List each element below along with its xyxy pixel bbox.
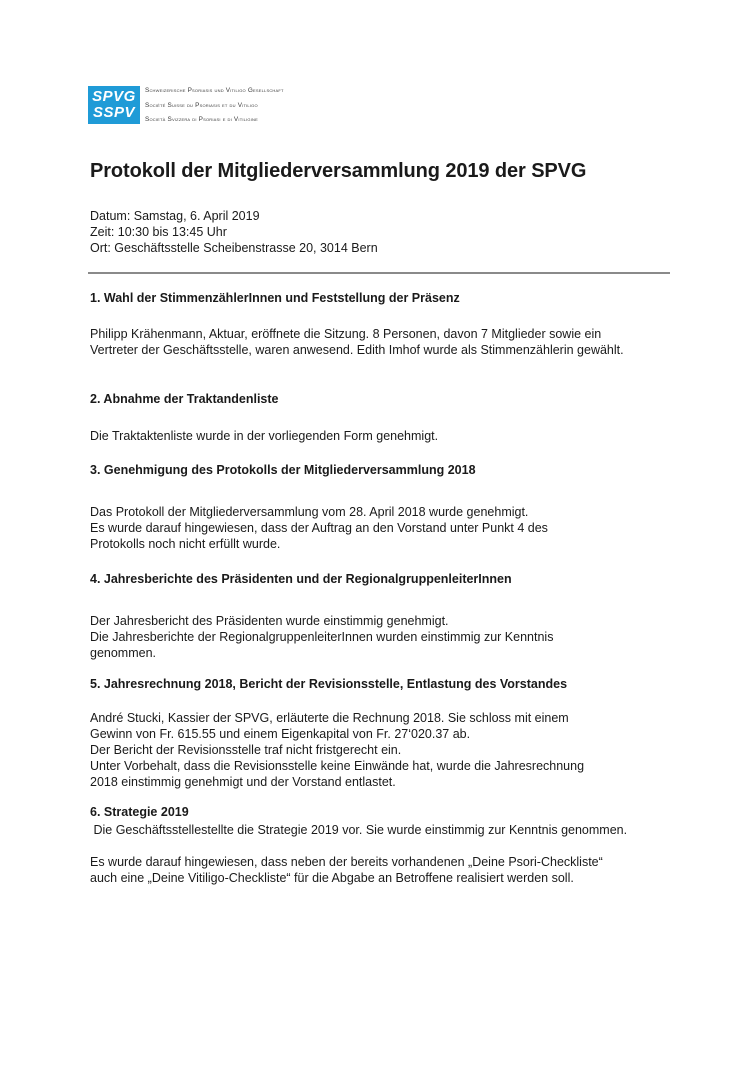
section-3-line: Protokolls noch nicht erfüllt wurde. [90,537,281,551]
section-3-line: Das Protokoll der Mitgliederversammlung vom 28. April 2018 wurde genehmigt. [90,505,529,519]
section-4-line: genommen. [90,646,157,660]
page-title: Protokoll der Mitgliederversammlung 2019 der SPVG [90,160,587,182]
section-6-heading: 6. Strategie 2019 [90,805,189,819]
section-5-heading: 5. Jahresrechnung 2018, Bericht der Revisionsstelle, Entlastung des Vorstandes [90,677,568,691]
section-5-line: Der Bericht der Revisionsstelle traf nicht fristgerecht ein. [90,743,402,757]
section-3-body [90,504,710,552]
section-6-body [90,822,710,886]
section-6-line: auch eine „Deine Vitiligo-Checkliste“ für die Abgabe an Betroffene realisiert werden soll. [90,871,574,885]
section-2-body [90,428,710,444]
section-6-spacer [90,838,710,854]
meeting-meta [90,208,378,256]
logo-mark-top: SPVG [92,88,136,105]
section-4-line: Der Jahresbericht des Präsidenten wurde einstimmig genehmigt. [90,614,449,628]
logo-line-it: Società Svizzera di Psoriasi e di Vitiligine [145,116,258,123]
logo-mark [88,86,140,124]
section-5-body [90,710,710,790]
section-5-line: André Stucki, Kassier der SPVG, erläuterte die Rechnung 2018. Sie schloss mit einem [90,711,569,725]
logo-mark-bottom: SSPV [92,104,136,121]
section-3-heading: 3. Genehmigung des Protokolls der Mitgliederversammlung 2018 [90,463,476,477]
section-6-line: Die Geschäftsstellestellte die Strategie 2019 vor. Sie wurde einstimmig zur Kenntnis genommen. [90,823,628,837]
meta-place: Ort: Geschäftsstelle Scheibenstrasse 20, 3014 Bern [90,241,378,255]
section-1-body [90,326,710,358]
section-5-line: 2018 einstimmig genehmigt und der Vorstand entlastet. [90,775,396,789]
section-1-line: Philipp Krähenmann, Aktuar, eröffnete die Sitzung. 8 Personen, davon 7 Mitglieder sowie ein [90,327,602,341]
section-1-line: Vertreter der Geschäftsstelle, waren anwesend. Edith Imhof wurde als Stimmenzählerin gewählt. [90,343,624,357]
section-4-heading: 4. Jahresberichte des Präsidenten und der RegionalgruppenleiterInnen [90,572,512,586]
section-4-line: Die Jahresberichte der RegionalgruppenleiterInnen wurden einstimmig zur Kenntnis [90,630,554,644]
section-2-heading: 2. Abnahme der Traktandenliste [90,392,279,406]
section-2-line: Die Traktaktenliste wurde in der vorliegenden Form genehmigt. [90,429,439,443]
section-1-heading: 1. Wahl der StimmenzählerInnen und Feststellung der Präsenz [90,291,460,305]
logo-line-fr: Société Suisse du Psoriasis et du Vitiligo [145,101,258,109]
divider-rule [88,272,670,274]
section-5-line: Unter Vorbehalt, dass die Revisionsstelle keine Einwände hat, wurde die Jahresrechnung [90,759,585,773]
section-5-line: Gewinn von Fr. 615.55 und einem Eigenkapital von Fr. 27‘020.37 ab. [90,727,471,741]
section-3-line: Es wurde darauf hingewiesen, dass der Auftrag an den Vorstand unter Punkt 4 des [90,521,548,535]
logo-text [145,86,284,124]
logo-line-de: Schweizerische Psoriasis und Vitiligo Gesellschaft [145,87,284,94]
meta-time: Zeit: 10:30 bis 13:45 Uhr [90,225,227,239]
spvg-logo [88,86,284,124]
section-6-line: Es wurde darauf hingewiesen, dass neben der bereits vorhandenen „Deine Psori-Checkliste“ [90,855,603,869]
section-4-body [90,613,710,661]
meta-date: Datum: Samstag, 6. April 2019 [90,209,260,223]
